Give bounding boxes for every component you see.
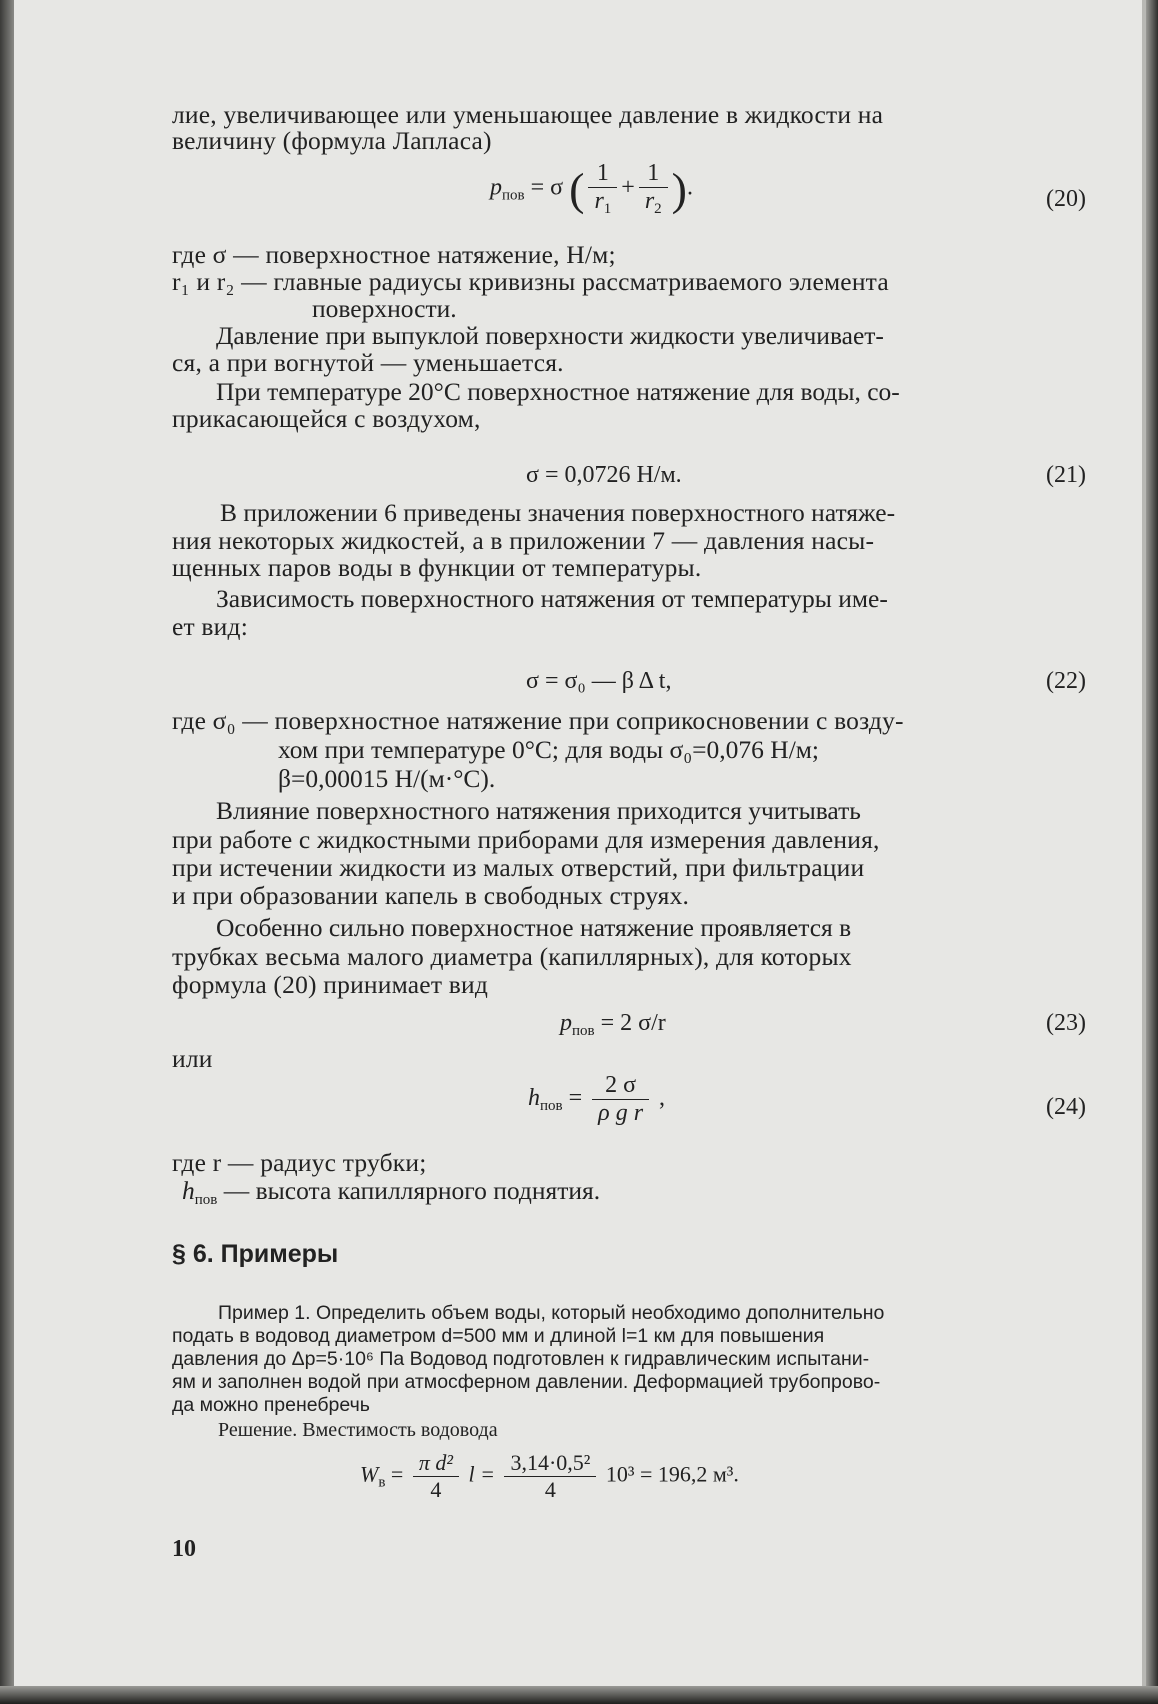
para7-line3: формула (20) принимает вид — [172, 970, 488, 999]
or-word: или — [172, 1044, 213, 1073]
eq20-plus: + — [621, 174, 635, 201]
eq24-denominator: ρ g r — [598, 1100, 644, 1126]
eq20-fraction-2 — [639, 160, 668, 218]
example1-line5: да можно пренебречь — [172, 1394, 370, 1416]
example1-line2: подать в водовод диаметром d=500 мм и длиной l=1 км для повышения — [172, 1325, 825, 1347]
eq20-d2: r — [644, 188, 655, 214]
eq20-number: (20) — [1046, 186, 1086, 212]
eqW-numerator-1: π d² — [413, 1450, 459, 1477]
book-edge-right — [1146, 0, 1158, 1704]
para6-line4: и при образовании капель в свободных струях. — [172, 881, 690, 910]
eqW-lhs-sub: в — [378, 1474, 386, 1491]
page-number: 10 — [172, 1536, 196, 1562]
book-edge-bottom — [0, 1686, 1158, 1704]
eqW-fraction-1 — [413, 1450, 459, 1503]
eq24-lhs: h — [528, 1085, 540, 1112]
eq20-d2-sub: 2 — [654, 201, 662, 217]
where20-line1: где σ — поверхностное натяжение, Н/м; — [172, 240, 616, 269]
where20-line3: поверхности. — [312, 294, 457, 323]
para4-line1: В приложении 6 приведены значения поверхностного натяже- — [220, 498, 896, 527]
eq20-denominator-1 — [588, 188, 617, 218]
para6-line3: при истечении жидкости из малых отверстий, при фильтрации — [172, 853, 865, 882]
where24-rest: — высота капиллярного поднятия. — [217, 1176, 601, 1205]
eq23-rest: = 2 σ/r — [594, 1010, 666, 1036]
para4-line2: ния некоторых жидкостей, а в приложении 7 — давления насы- — [172, 526, 875, 555]
para2-line1: Давление при выпуклой поверхности жидкости увеличивает- — [216, 321, 884, 350]
eqW-lhs: W — [360, 1461, 379, 1487]
eq22-number: (22) — [1046, 668, 1086, 694]
example1-line1: Пример 1. Определить объем воды, который необходимо дополнительно — [218, 1302, 885, 1324]
para1-line2: величину (формула Лапласа) — [172, 126, 492, 155]
para7-line2: трубках весьма малого диаметра (капиллярных), для которых — [172, 942, 852, 971]
where24-line2 — [182, 1176, 600, 1215]
eq20-open-paren: ( — [569, 163, 585, 215]
where24-line1: где r — радиус трубки; — [172, 1148, 427, 1177]
eq23-lhs: p — [560, 1010, 572, 1036]
eq20-lhs-sub: пов — [502, 187, 525, 204]
eq24-lhs-sub: пов — [540, 1098, 563, 1115]
eq24-numerator: 2 σ — [592, 1072, 649, 1100]
where22-line1: где σ₀ — поверхностное натяжение при соприкосновении с возду- — [172, 706, 904, 735]
para2-line2: ся, а при вогнутой — уменьшается. — [172, 348, 564, 377]
eq20-lhs: p — [490, 174, 502, 201]
eqW-rest: 10³ = 196,2 м³. — [600, 1461, 739, 1487]
section-heading: § 6. Примеры — [172, 1240, 339, 1268]
eq24-number: (24) — [1046, 1094, 1086, 1120]
example1-line4: ям и заполнен водой при атмосферном давлении. Деформацией трубопрово- — [172, 1371, 881, 1393]
para6-line2: при работе с жидкостными приборами для измерения давления, — [172, 825, 880, 854]
equation-22: σ = σ₀ — β Δ t, — [526, 668, 672, 694]
eq20-d1: r — [594, 188, 604, 214]
eq23-number: (23) — [1046, 1010, 1086, 1036]
eq20-numerator-1: 1 — [588, 160, 617, 188]
para6-line1: Влияние поверхностного натяжения приходится учитывать — [216, 796, 861, 825]
equation-21: σ = 0,0726 Н/м. — [526, 462, 682, 488]
book-edge-left — [0, 0, 14, 1704]
where22-line3: β=0,00015 Н/(м·°С). — [278, 764, 496, 793]
para4-line3: щенных паров воды в функции от температуры. — [172, 553, 702, 582]
equation-23 — [560, 1010, 666, 1040]
equation-20 — [490, 160, 693, 218]
eqW-denominator-1: 4 — [430, 1477, 442, 1502]
example1-line3: давления до Δp=5·10⁶ Па Водовод подготовлен к гидравлическим испытани- — [172, 1348, 870, 1370]
eq20-tail: . — [687, 174, 693, 201]
example1-solution: Решение. Вместимость водовода — [218, 1419, 498, 1441]
eq24-tail: , — [653, 1085, 666, 1112]
para5-line2: ет вид: — [172, 612, 248, 641]
eqW-fraction-2 — [504, 1450, 596, 1503]
eqW-mid: l = — [462, 1461, 501, 1487]
where22-line2: хом при температуре 0°С; для воды σ₀=0,076 Н/м; — [278, 735, 820, 764]
para7-line1: Особенно сильно поверхностное натяжение проявляется в — [216, 913, 852, 942]
eq23-sub: пов — [572, 1023, 595, 1039]
where20-line2: r₁ и r₂ — главные радиусы кривизны рассматриваемого элемента — [172, 267, 889, 296]
eq24-fraction — [592, 1072, 649, 1127]
para3-line1: При температуре 20°С поверхностное натяжение для воды, со- — [216, 377, 900, 406]
equation-24 — [528, 1072, 665, 1127]
eq20-d1-sub: 1 — [603, 201, 612, 217]
where24-h-sub: пов — [194, 1192, 218, 1208]
eq24-equals: = — [562, 1085, 589, 1112]
equation-volume — [360, 1450, 739, 1503]
eq21-number: (21) — [1046, 462, 1086, 488]
eqW-denominator-2: 4 — [544, 1477, 556, 1502]
eqW-numerator-2: 3,14·0,5² — [504, 1450, 596, 1477]
where24-h: h — [182, 1176, 195, 1205]
eq20-close-paren: ) — [671, 163, 687, 215]
para5-line1: Зависимость поверхностного натяжения от температуры име- — [216, 584, 888, 613]
eq20-denominator-2 — [639, 188, 668, 218]
eq20-equals: = σ — [524, 174, 570, 201]
eq20-fraction-1 — [588, 160, 617, 218]
eq20-numerator-2: 1 — [639, 160, 668, 188]
para3-line2: прикасающейся с воздухом, — [172, 404, 481, 433]
eqW-eq1: = — [385, 1461, 409, 1487]
para1-line1: лие, увеличивающее или уменьшающее давление в жидкости на — [172, 100, 884, 129]
